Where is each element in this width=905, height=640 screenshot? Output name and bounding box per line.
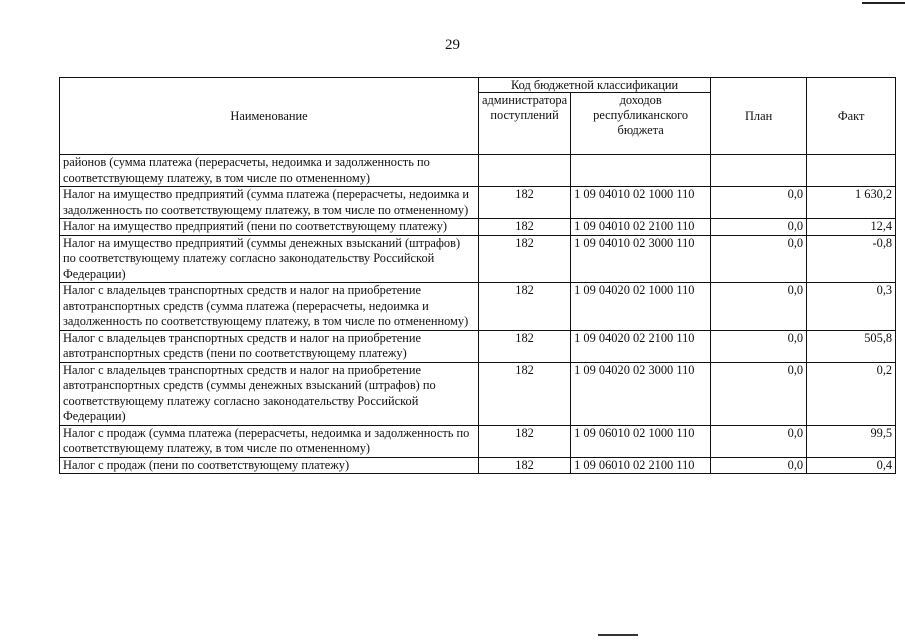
- table-row: [60, 362, 896, 425]
- cell-fact: [807, 155, 896, 187]
- table-row: [60, 330, 896, 362]
- cell-income-code: 1 09 04010 02 1000 110: [571, 187, 711, 219]
- cell-fact: 0,4: [807, 457, 896, 474]
- header-fact: Факт: [807, 78, 896, 155]
- cell-name: Налог на имущество предприятий (суммы денежных взысканий (штрафов) по соответствующему платежу согласно законодательству Российской Федерации): [60, 235, 479, 283]
- header-plan: План: [711, 78, 807, 155]
- cell-plan: 0,0: [711, 330, 807, 362]
- top-edge-line: [862, 2, 905, 4]
- cell-income-code: 1 09 04010 02 2100 110: [571, 219, 711, 236]
- table-header: [60, 78, 896, 155]
- bottom-edge-line: [598, 634, 638, 636]
- cell-administrator: 182: [479, 219, 571, 236]
- table-row: [60, 235, 896, 283]
- cell-name: Налог с продаж (пени по соответствующему платежу): [60, 457, 479, 474]
- cell-plan: [711, 155, 807, 187]
- cell-plan: 0,0: [711, 235, 807, 283]
- cell-income-code: 1 09 06010 02 2100 110: [571, 457, 711, 474]
- cell-administrator: 182: [479, 235, 571, 283]
- cell-administrator: 182: [479, 330, 571, 362]
- cell-income-code: 1 09 04020 02 3000 110: [571, 362, 711, 425]
- table-body: [60, 155, 896, 474]
- cell-income-code: 1 09 04020 02 1000 110: [571, 283, 711, 331]
- table-row: [60, 457, 896, 474]
- cell-name: районов (сумма платежа (перерасчеты, недоимка и задолженность по соответствующему платежу, в том числе по отмененному): [60, 155, 479, 187]
- cell-administrator: 182: [479, 283, 571, 331]
- cell-name: Налог на имущество предприятий (сумма платежа (перерасчеты, недоимка и задолженность по соответствующему платежу, в том числе по отмененному): [60, 187, 479, 219]
- table-row: [60, 155, 896, 187]
- cell-administrator: [479, 155, 571, 187]
- budget-revenue-table: [59, 77, 896, 474]
- cell-fact: 0,3: [807, 283, 896, 331]
- cell-plan: 0,0: [711, 457, 807, 474]
- cell-fact: 0,2: [807, 362, 896, 425]
- cell-administrator: 182: [479, 187, 571, 219]
- cell-plan: 0,0: [711, 283, 807, 331]
- header-administrator: администратора поступлений: [479, 93, 571, 155]
- cell-plan: 0,0: [711, 187, 807, 219]
- cell-name: Налог на имущество предприятий (пени по соответствующему платежу): [60, 219, 479, 236]
- table-row: [60, 425, 896, 457]
- cell-administrator: 182: [479, 425, 571, 457]
- table-row: [60, 219, 896, 236]
- cell-name: Налог с продаж (сумма платежа (перерасчеты, недоимка и задолженность по соответствующему платежу, в том числе по отмененному): [60, 425, 479, 457]
- cell-name: Налог с владельцев транспортных средств и налог на приобретение автотранспортных средств (суммы денежных взысканий (штрафов) по соответствующему платежу согласно законодательству Российской Федерации): [60, 362, 479, 425]
- cell-fact: 1 630,2: [807, 187, 896, 219]
- cell-income-code: 1 09 04010 02 3000 110: [571, 235, 711, 283]
- cell-fact: 12,4: [807, 219, 896, 236]
- cell-fact: 99,5: [807, 425, 896, 457]
- cell-income-code: 1 09 06010 02 1000 110: [571, 425, 711, 457]
- header-name: Наименование: [60, 78, 479, 155]
- cell-name: Налог с владельцев транспортных средств и налог на приобретение автотранспортных средств (пени по соответствующему платежу): [60, 330, 479, 362]
- header-budget-classification: Код бюджетной классификации: [479, 78, 711, 93]
- table-row: [60, 187, 896, 219]
- header-income-code: доходов республиканского бюджета: [571, 93, 711, 155]
- cell-income-code: 1 09 04020 02 2100 110: [571, 330, 711, 362]
- cell-plan: 0,0: [711, 362, 807, 425]
- cell-administrator: 182: [479, 457, 571, 474]
- cell-name: Налог с владельцев транспортных средств и налог на приобретение автотранспортных средств (сумма платежа (перерасчеты, недоимка и задолженность по соответствующему платежу, в том числе по отмененному): [60, 283, 479, 331]
- cell-plan: 0,0: [711, 425, 807, 457]
- page-number: 29: [445, 37, 460, 53]
- cell-administrator: 182: [479, 362, 571, 425]
- cell-income-code: [571, 155, 711, 187]
- cell-fact: 505,8: [807, 330, 896, 362]
- table-row: [60, 283, 896, 331]
- cell-plan: 0,0: [711, 219, 807, 236]
- cell-fact: -0,8: [807, 235, 896, 283]
